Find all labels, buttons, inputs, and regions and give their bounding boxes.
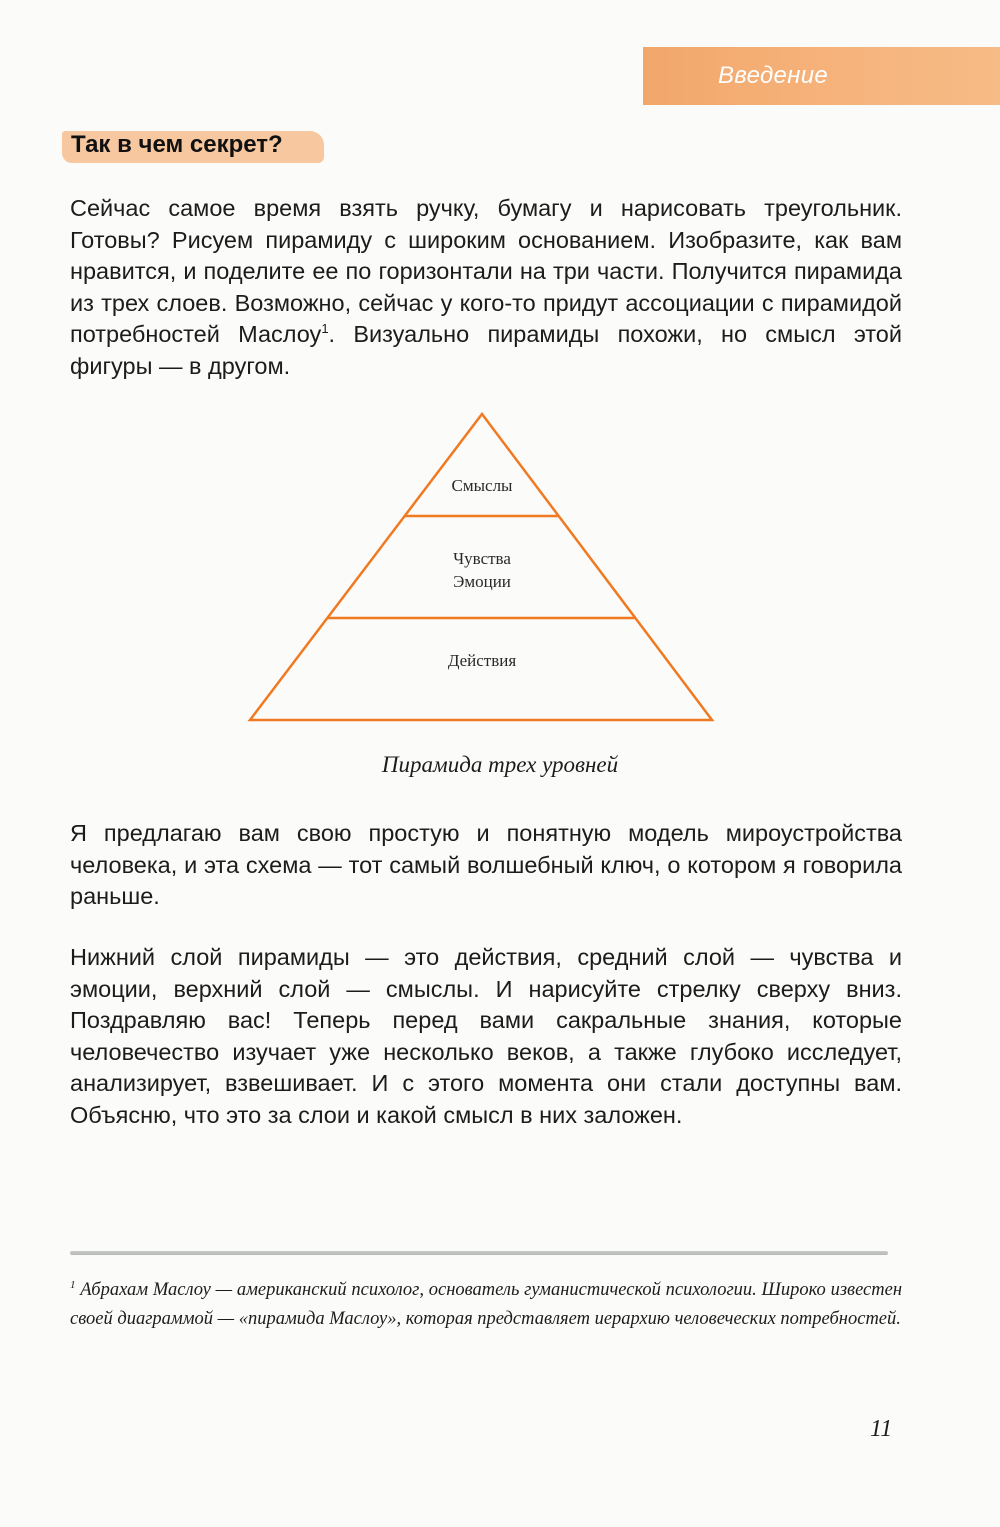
paragraph-2: Я предлагаю вам свою простую и понятную модель мироустройства человека, и эта схема — тот самый волшебный ключ, о котором я говорила раньше.	[70, 820, 902, 909]
pyramid-diagram	[240, 405, 720, 725]
page-number: 11	[870, 1416, 893, 1442]
pyramid-level-middle-line1: Чувства	[453, 549, 511, 568]
pyramid-level-bottom: Действия	[447, 651, 517, 670]
section-heading	[62, 127, 330, 167]
paragraph-1-text-a: Сейчас самое время взять ручку, бумагу и нарисовать треугольник. Готовы? Рисуем пирамиду с широким основанием. Изобразите, как вам нравится, и поделите ее по горизонтали на три части. Получится пирамида из трех слоев. Возможно, сейчас у кого-то придут ассоциации с пирамидой потребностей Маслоу	[70, 195, 902, 347]
section-tab	[643, 47, 1000, 105]
pyramid-level-top: Смыслы	[451, 476, 513, 495]
paragraph-1-text-b: . Визуально пирамиды похожи, но смысл этой фигуры — в другом.	[70, 321, 902, 379]
footnote-text: Абрахам Маслоу — американский психолог, основатель гуманистической психологии. Широко известен своей диаграммой — «пирамида Маслоу», которая представляет иерархию человеческих потребностей.	[70, 1280, 902, 1329]
paragraph-1	[70, 193, 902, 382]
section-heading-text: Так в чем секрет?	[71, 131, 283, 158]
footnote-divider	[70, 1251, 888, 1255]
footnote	[70, 1276, 902, 1334]
footnote-reference: 1	[321, 321, 329, 337]
diagram-caption: Пирамида трех уровней	[381, 752, 619, 777]
paragraph-3: Нижний слой пирамиды — это действия, средний слой — чувства и эмоции, верхний слой — смыслы. И нарисуйте стрелку сверху вниз. Поздравляю вас! Теперь перед вами сакральные знания, которые человечество изучает уже несколько веков, а также глубоко исследует, анализирует, взвешивает. И с этого момента они стали доступны вам. Объясню, что это за слои и какой смысл в них заложен.	[70, 944, 902, 1128]
pyramid-level-middle-line2: Эмоции	[453, 572, 511, 591]
footnote-marker: 1	[70, 1278, 76, 1291]
section-label: Введение	[718, 62, 829, 89]
